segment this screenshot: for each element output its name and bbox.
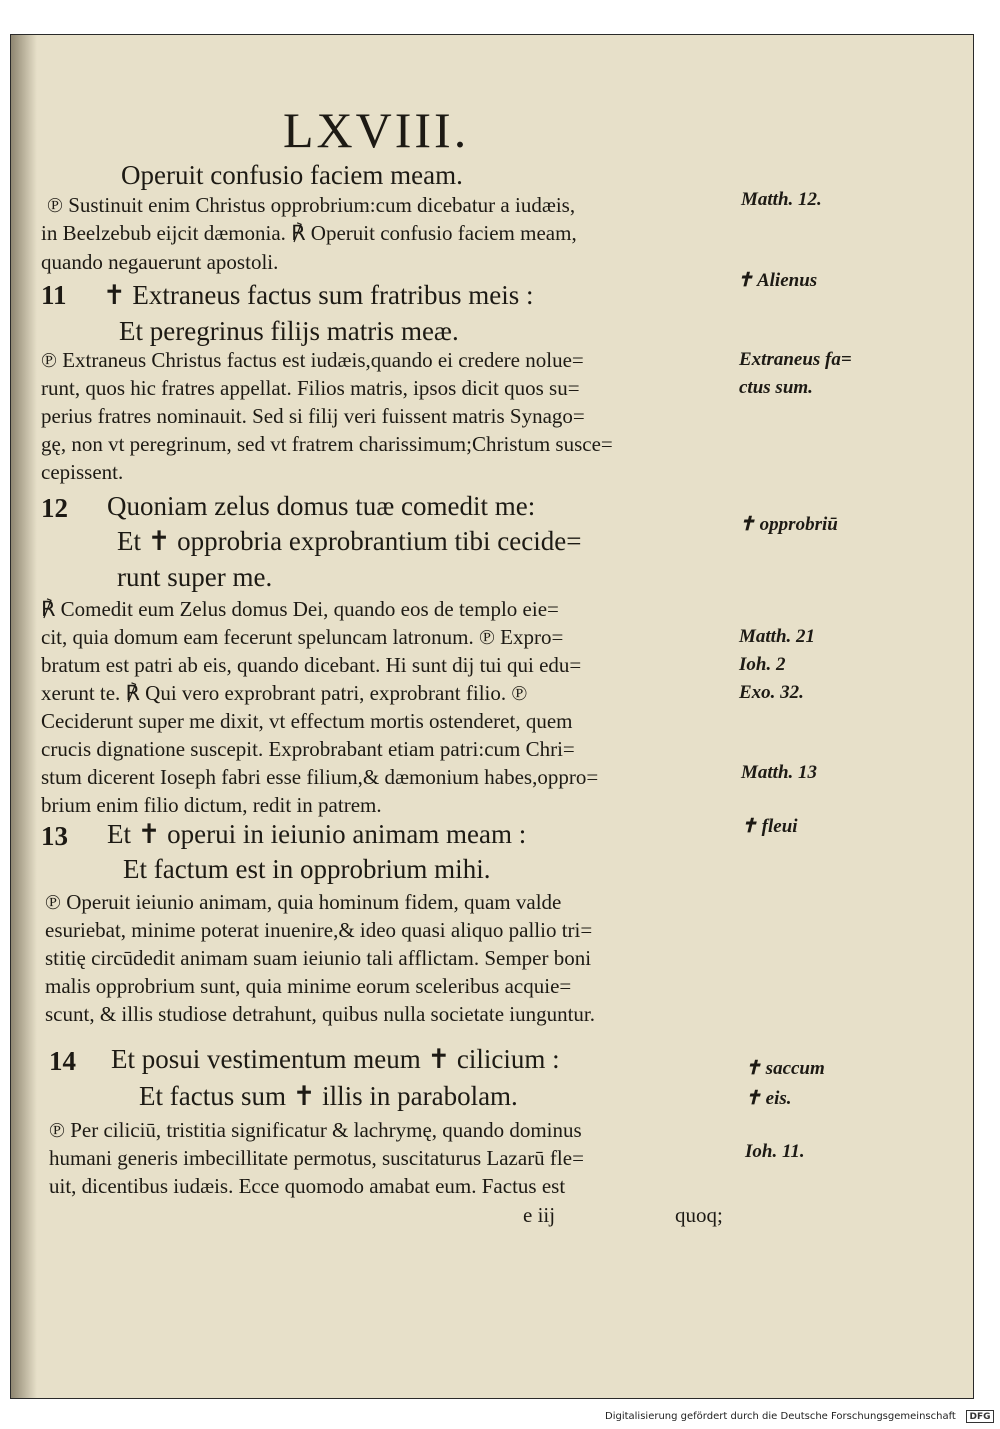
text-line: ℗ Extraneus Christus factus est iudæis,quando ei credere nolue= <box>41 348 584 372</box>
verse-line: runt super me. <box>117 562 273 592</box>
text-line: in Beelzebub eijcit dæmonia. ℟ Operuit confusio faciem meam, <box>41 221 577 245</box>
catchword: quoq; <box>675 1203 723 1227</box>
margin-note: ✝ fleui <box>741 816 798 837</box>
verse-number: 12 <box>41 493 68 523</box>
text-line: ℗ Per ciliciū, tristitia significatur & lachrymę, quando dominus <box>49 1118 582 1142</box>
verse-number: 11 <box>41 280 67 310</box>
text-line: ℟ Comedit eum Zelus domus Dei, quando eos de templo eie= <box>41 597 559 621</box>
text-line: crucis dignatione suscepit. Exprobrabant etiam patri:cum Chri= <box>41 737 575 761</box>
verse-line: Et ✝ operui in ieiunio animam meam : <box>107 819 527 849</box>
text-line: gę, non vt peregrinum, sed vt fratrem charissimum;Christum susce= <box>41 432 613 456</box>
verse-number: 14 <box>49 1046 76 1076</box>
text-line: brium enim filio dictum, redit in patrem. <box>41 793 382 817</box>
text-line: ℗ Operuit ieiunio animam, quia hominum fidem, quam valde <box>45 890 562 914</box>
text-line: ℗ Sustinuit enim Christus opprobrium:cum dicebatur a iudæis, <box>47 193 576 217</box>
text-line: esuriebat, minime poterat inuenire,& ideo quasi aliquo pallio tri= <box>45 918 593 942</box>
verse-line: Et factum est in opprobrium mihi. <box>123 854 491 884</box>
verse-line: Quoniam zelus domus tuæ comedit me: <box>107 491 536 521</box>
signature-mark: e iij <box>523 1203 556 1227</box>
text-line: Ceciderunt super me dixit, vt effectum mortis ostenderet, quem <box>41 709 573 733</box>
margin-note: Matth. 13 <box>741 762 818 783</box>
margin-note: Matth. 21 <box>739 626 816 647</box>
margin-note: ✝ opprobriū <box>739 514 838 535</box>
margin-note: ✝ Alienus <box>737 270 818 291</box>
verse-line: Et factus sum ✝ illis in parabolam. <box>139 1081 518 1111</box>
text-line: cepissent. <box>41 460 124 484</box>
margin-note: Ioh. 11. <box>745 1141 805 1162</box>
verse-line: Et ✝ opprobria exprobrantium tibi cecide= <box>117 526 582 556</box>
margin-note: Exo. 32. <box>739 682 804 703</box>
text-line: runt, quos hic fratres appellat. Filios matris, ipsos dicit quos su= <box>41 376 580 400</box>
text-line: scunt, & illis studiose detrahunt, quibus nulla societate iunguntur. <box>45 1002 596 1026</box>
text-line: bratum est patri ab eis, quando dicebant. Hi sunt dij tui qui edu= <box>41 653 582 677</box>
verse-line: ✝ Extraneus factus sum fratribus meis : <box>103 280 534 310</box>
margin-note: Ioh. 2 <box>739 654 786 675</box>
gutter-shadow <box>11 35 37 1398</box>
text-line: stitię circūdedit animam suam ieiunio tali afflictam. Semper boni <box>45 946 592 970</box>
page-header: LXVIII. <box>283 102 470 158</box>
book-page <box>10 34 974 1399</box>
text-line: malis opprobrium sunt, quia minime eorum sceleribus acquie= <box>45 974 572 998</box>
verse-line: Et posui vestimentum meum ✝ cilicium : <box>111 1044 560 1074</box>
text-line: uit, dicentibus iudæis. Ecce quomodo amabat eum. Factus est <box>49 1174 566 1198</box>
margin-note: Extraneus fa= <box>739 349 852 370</box>
verse-line: Operuit confusio faciem meam. <box>121 160 463 190</box>
text-line: humani generis imbecillitate permotus, suscitaturus Lazarū fle= <box>49 1146 584 1170</box>
text-line: xerunt te. ℟ Qui vero exprobrant patri, exprobrant filio. ℗ <box>41 681 528 705</box>
text-line: cit, quia domum eam fecerunt speluncam latronum. ℗ Expro= <box>41 625 564 649</box>
margin-note: ✝ saccum <box>745 1058 825 1079</box>
verse-number: 13 <box>41 821 68 851</box>
text-line: perius fratres nominauit. Sed si filij veri fuissent matris Synago= <box>41 404 585 428</box>
text-line: stum dicerent Ioseph fabri esse filium,& dæmonium habes,oppro= <box>41 765 599 789</box>
margin-note: ctus sum. <box>739 377 813 398</box>
margin-note: ✝ eis. <box>745 1088 792 1109</box>
verse-line: Et peregrinus filijs matris meæ. <box>119 316 459 346</box>
dfg-logo-icon: DFG <box>966 1410 994 1423</box>
footer-credit: Digitalisierung gefördert durch die Deutsche Forschungsgemeinschaft <box>605 1411 956 1422</box>
margin-note: Matth. 12. <box>741 189 822 210</box>
text-line: quando negauerunt apostoli. <box>41 250 279 274</box>
